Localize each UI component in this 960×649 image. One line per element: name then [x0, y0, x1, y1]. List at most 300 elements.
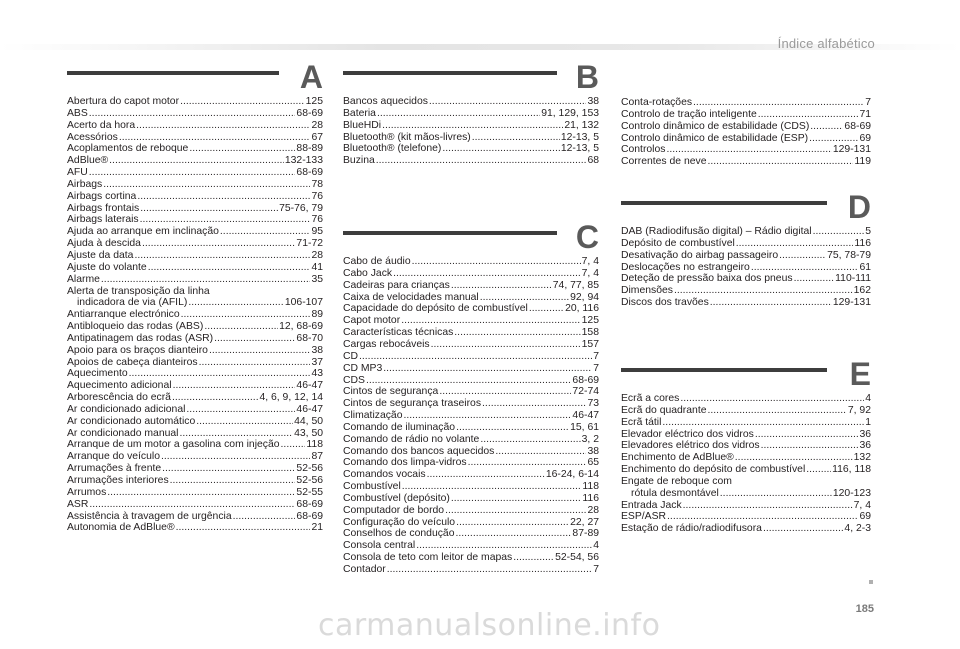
dot-leader [794, 273, 835, 285]
index-entry [621, 97, 871, 109]
index-entry [67, 428, 323, 440]
entry-term: Caixa de velocidades manual [343, 291, 479, 303]
entry-pages: 7, 92 [847, 404, 871, 416]
index-entry [343, 363, 599, 375]
dot-leader [442, 143, 560, 155]
dot-leader [480, 434, 580, 446]
entry-pages: 38 [311, 344, 323, 356]
index-entry [67, 487, 323, 499]
dot-leader [763, 523, 843, 535]
entry-term: Airbags cortina [67, 190, 137, 202]
dot-leader [708, 405, 847, 417]
entry-term: Acerto da hora [67, 119, 136, 131]
entry-pages: 116 [854, 237, 871, 249]
index-list [343, 96, 599, 167]
entry-term: BlueHDi [343, 119, 382, 131]
entry-term: Capacidade do depósito de combustível [343, 303, 528, 315]
entry-term: indicadora de via (AFIL) [77, 297, 188, 309]
dot-leader [758, 109, 859, 121]
entry-term: Desativação do airbag passageiro [621, 249, 779, 261]
entry-pages: 125 [305, 96, 323, 107]
index-entry [621, 393, 871, 405]
entry-pages: 35 [311, 273, 323, 285]
entry-term: Discos dos travões [621, 297, 709, 309]
dot-leader [456, 517, 569, 529]
dot-leader [220, 226, 311, 238]
entry-term: ASR [67, 498, 89, 510]
dot-leader [209, 345, 310, 357]
dot-leader [468, 457, 587, 469]
entry-pages: 38 [587, 96, 599, 107]
index-entry [343, 327, 599, 339]
index-entry [621, 440, 871, 452]
dot-leader [751, 262, 859, 274]
entry-pages: 5 [865, 226, 871, 238]
entry-term: Acessórios [67, 131, 118, 143]
column-1 [67, 60, 323, 534]
entry-term: Airbags [67, 178, 103, 190]
index-entry [67, 179, 323, 191]
dot-leader [173, 380, 296, 392]
index-entry [67, 451, 323, 463]
dot-leader [281, 439, 306, 451]
entry-term: Ar condicionado automático [67, 415, 196, 427]
entry-pages: 68-69 [296, 107, 323, 119]
entry-term: Alerta de transposição da linha [67, 285, 210, 297]
entry-term: Aquecimento [67, 368, 128, 380]
index-list [343, 256, 599, 576]
dot-leader [401, 315, 580, 327]
dot-leader [383, 363, 592, 375]
entry-term: Comando de iluminação [343, 421, 456, 433]
section-heading [621, 357, 871, 393]
dot-leader [204, 321, 278, 333]
section-c-continued [621, 97, 871, 168]
entry-term: Engate de reboque com [621, 475, 732, 487]
dot-leader [180, 96, 305, 108]
index-entry [621, 297, 871, 309]
entry-pages: 41 [311, 261, 323, 273]
section-rule [621, 201, 827, 205]
index-entry [67, 203, 323, 215]
entry-pages: 162 [853, 285, 871, 297]
column-2 [343, 60, 599, 576]
index-entry [343, 120, 599, 132]
entry-pages: 15, 61 [570, 421, 599, 433]
entry-pages: 65 [587, 457, 599, 469]
entry-pages: 69 [859, 511, 871, 523]
entry-pages: 7 [593, 350, 599, 362]
entry-pages: 12-13, 5 [560, 143, 599, 155]
entry-term: Bateria [343, 107, 376, 119]
entry-term: Alarme [67, 273, 100, 285]
index-entry [67, 274, 323, 286]
entry-pages: 132 [853, 452, 871, 464]
index-entry [343, 280, 599, 292]
index-entry [343, 493, 599, 505]
dot-leader [779, 250, 826, 262]
index-entry [67, 309, 323, 321]
entry-pages: 36 [859, 440, 871, 452]
dot-leader [376, 155, 587, 167]
index-entry [343, 517, 599, 529]
index-entry [621, 464, 871, 476]
entry-pages: 68-69 [572, 374, 599, 386]
dot-leader [806, 464, 831, 476]
section-e [621, 357, 871, 535]
index-list [67, 96, 323, 534]
entry-term: Correntes de neve [621, 156, 707, 168]
dot-leader [707, 156, 853, 168]
dot-leader [214, 333, 295, 345]
entry-pages: 44, 50 [294, 415, 323, 427]
entry-term: Climatização [343, 410, 403, 422]
entry-term: Ajuda ao arranque em inclinação [67, 226, 219, 238]
entry-pages: 68-69 [296, 167, 323, 179]
section-rule [621, 368, 827, 372]
entry-term: Ajuste do volante [67, 261, 147, 273]
entry-pages: 46-47 [296, 403, 323, 415]
index-entry [67, 132, 323, 144]
watermark-text: carmanualsonline.info [318, 608, 661, 643]
entry-pages: 7 [593, 362, 599, 374]
index-entry [67, 120, 323, 132]
section-heading [343, 60, 599, 96]
index-list [621, 226, 871, 309]
entry-term: Ecrã a cores [621, 392, 680, 404]
index-entry [67, 333, 323, 345]
dot-leader [181, 309, 311, 321]
entry-pages: 43, 50 [294, 427, 323, 439]
index-entry [343, 469, 599, 481]
index-entry [343, 292, 599, 304]
dot-leader [454, 327, 580, 339]
dot-leader [140, 203, 278, 215]
index-entry [621, 500, 871, 512]
dot-leader [813, 226, 865, 238]
dot-leader [170, 475, 296, 487]
dot-leader [129, 368, 311, 380]
entry-term: Elevador eléctrico dos vidros [621, 428, 754, 440]
entry-pages: 7, 4 [581, 256, 599, 268]
index-entry [67, 250, 323, 262]
entry-pages: 129-131 [832, 144, 871, 156]
dot-leader [137, 191, 310, 203]
index-entry [343, 457, 599, 469]
dot-leader [89, 108, 296, 120]
entry-term: AdBlue® [67, 155, 109, 167]
index-entry [621, 238, 871, 250]
entry-term: Comando dos bancos aquecidos [343, 445, 495, 457]
index-entry [67, 475, 323, 487]
entry-term: Cintos de segurança [343, 386, 439, 398]
entry-pages: 73 [587, 398, 599, 410]
index-entry [343, 303, 599, 315]
entry-pages: 46-47 [296, 380, 323, 392]
entry-term: Cadeiras para crianças [343, 279, 450, 291]
entry-term: Consola de teto com leitor de mapas [343, 552, 513, 564]
dot-leader [402, 481, 582, 493]
index-entry [67, 463, 323, 475]
section-d [621, 190, 871, 309]
entry-term: Acoplamentos de reboque [67, 143, 189, 155]
entry-pages: 52-56 [296, 475, 323, 486]
index-entry [67, 297, 323, 309]
section-rule [67, 71, 279, 75]
index-entry [343, 315, 599, 327]
entry-term: Controlo de tração inteligente [621, 108, 757, 120]
entry-pages: 75, 78-79 [827, 249, 871, 261]
index-entry [621, 226, 871, 238]
entry-term: Arborescência do ecrã [67, 392, 171, 404]
entry-term: Conselhos de condução [343, 528, 455, 540]
entry-pages: 132-133 [284, 155, 323, 167]
entry-term: Ar condicionado adicional [67, 403, 186, 415]
entry-term: Estação de rádio/radiodifusora [621, 523, 762, 535]
entry-term: Comandos vocais [343, 469, 426, 481]
dot-leader [472, 132, 560, 144]
dot-leader [456, 422, 569, 434]
dot-leader [427, 469, 545, 481]
index-entry [343, 528, 599, 540]
dot-leader [456, 528, 572, 540]
dot-leader [416, 540, 592, 552]
index-entry [343, 564, 599, 576]
dot-leader [109, 155, 284, 167]
entry-pages: 116 [582, 492, 599, 504]
index-entry [67, 286, 323, 298]
index-entry [621, 250, 871, 262]
index-entry [621, 511, 871, 523]
dot-leader [674, 285, 853, 297]
entry-pages: 88-89 [296, 143, 323, 155]
dot-leader [387, 564, 592, 576]
dot-leader [480, 292, 569, 304]
index-entry [67, 96, 323, 108]
entry-pages: 4 [865, 392, 871, 404]
dot-leader [136, 120, 310, 132]
entry-pages: 95 [311, 226, 323, 238]
index-entry [621, 429, 871, 441]
entry-term: Ajuda à descida [67, 238, 141, 250]
entry-pages: 46-47 [572, 410, 599, 422]
entry-pages: 157 [581, 338, 599, 350]
dot-leader [482, 398, 586, 410]
dot-leader [755, 429, 859, 441]
section-letter: A [299, 59, 323, 95]
index-entry [67, 143, 323, 155]
dot-leader [366, 375, 571, 387]
entry-term: Deslocações no estrangeiro [621, 261, 750, 273]
entry-term: Abertura do capot motor [67, 96, 180, 107]
entry-pages: 7 [865, 97, 871, 108]
entry-term: Comando de rádio no volante [343, 433, 480, 445]
entry-term: Controlos [621, 144, 666, 156]
entry-term: Cargas rebocáveis [343, 338, 430, 350]
entry-term: Ar condicionado manual [67, 427, 179, 439]
section-b [343, 60, 599, 167]
entry-term: Conta-rotações [621, 97, 693, 108]
dot-leader [186, 404, 295, 416]
index-entry [621, 405, 871, 417]
entry-pages: 7, 4 [853, 499, 871, 511]
dot-leader [382, 120, 563, 132]
dot-leader [439, 386, 571, 398]
entry-pages: 52-55 [296, 486, 323, 498]
dot-leader [199, 357, 311, 369]
index-entry [621, 133, 871, 145]
index-entry [621, 262, 871, 274]
entry-pages: 43 [311, 368, 323, 380]
section-letter: E [849, 355, 871, 392]
entry-pages: 36 [859, 428, 871, 440]
entry-pages: 125 [581, 315, 599, 327]
entry-pages: 69 [859, 132, 871, 144]
entry-term: Ecrã tátil [621, 416, 662, 428]
entry-pages: 28 [311, 119, 323, 131]
section-letter: B [575, 59, 599, 95]
dot-leader [359, 351, 592, 363]
dot-leader [233, 511, 296, 523]
index-entry [67, 321, 323, 333]
entry-pages: 87 [311, 451, 323, 463]
entry-term: Cabo Jack [343, 267, 393, 279]
index-entry [343, 505, 599, 517]
index-entry [343, 552, 599, 564]
index-entry [621, 488, 871, 500]
entry-pages: 87-89 [572, 528, 599, 540]
entry-pages: 28 [311, 249, 323, 261]
index-entry [67, 214, 323, 226]
index-entry [343, 410, 599, 422]
entry-term: Controlo dinâmico de estabilidade (CDS) [621, 120, 810, 132]
entry-pages: 68-69 [844, 120, 871, 132]
entry-term: Buzina [343, 155, 375, 167]
entry-term: Antipatinagem das rodas (ASR) [67, 332, 214, 344]
entry-term: Depósito de combustível [621, 237, 735, 249]
entry-term: Elevadores elétrico dos vidros [621, 440, 760, 452]
dot-leader [693, 97, 864, 109]
dot-leader [101, 274, 311, 286]
entry-term: Arrumações à frente [67, 463, 162, 475]
entry-term: Arrumos [67, 486, 107, 498]
index-entry [343, 155, 599, 167]
dot-leader [188, 297, 284, 309]
index-entry [621, 156, 871, 168]
entry-term: Airbags frontais [67, 202, 140, 214]
dot-leader [429, 96, 587, 108]
dot-leader [107, 487, 295, 499]
index-entry [621, 417, 871, 429]
index-entry [67, 167, 323, 179]
index-list [621, 97, 871, 168]
dot-leader [445, 505, 586, 517]
index-entry [343, 398, 599, 410]
index-entry [343, 446, 599, 458]
dot-leader [666, 144, 831, 156]
entry-pages: 7 [593, 564, 599, 575]
index-entry [67, 226, 323, 238]
index-entry [621, 285, 871, 297]
entry-term: Arranque de um motor a gasolina com injeção [67, 439, 280, 451]
entry-term: Comando dos limpa-vidros [343, 457, 467, 469]
index-entry [343, 143, 599, 155]
dot-leader [412, 256, 581, 268]
dot-leader [103, 179, 310, 191]
section-rule [343, 71, 557, 75]
entry-pages: 158 [581, 327, 599, 339]
index-entry [621, 476, 871, 488]
entry-term: Airbags laterais [67, 214, 139, 226]
dot-leader [720, 488, 832, 500]
entry-term: Autonomia de AdBlue® [67, 522, 175, 534]
entry-pages: 68-69 [296, 510, 323, 522]
entry-term: Características técnicas [343, 327, 454, 339]
index-entry [67, 368, 323, 380]
dot-leader [161, 451, 310, 463]
entry-pages: 68 [587, 155, 599, 167]
entry-pages: 74, 77, 85 [552, 279, 599, 291]
entry-term: Combustível (depósito) [343, 492, 450, 504]
section-heading [621, 190, 871, 226]
index-entry [67, 380, 323, 392]
entry-term: Antibloqueio das rodas (ABS) [67, 321, 204, 333]
index-entry [67, 108, 323, 120]
section-letter: D [847, 189, 871, 226]
entry-pages: 68-69 [296, 498, 323, 510]
entry-term: DAB (Radiodifusão digital) – Rádio digital [621, 226, 812, 238]
dot-leader [809, 133, 858, 145]
index-entry [621, 273, 871, 285]
entry-pages: 38 [587, 445, 599, 457]
index-entry [67, 155, 323, 167]
index-entry [67, 522, 323, 534]
section-c [343, 220, 599, 576]
index-entry [343, 256, 599, 268]
dot-leader [148, 262, 311, 274]
index-entry [343, 481, 599, 493]
index-entry [67, 345, 323, 357]
index-entry [343, 422, 599, 434]
dot-leader [196, 416, 293, 428]
entry-pages: 4, 6, 9, 12, 14 [259, 392, 323, 404]
entry-term: Apoio para os braços dianteiro [67, 344, 208, 356]
dot-leader [140, 214, 311, 226]
entry-pages: 119 [854, 156, 871, 168]
dot-leader [683, 500, 853, 512]
entry-term: Antiarranque electrónico [67, 309, 180, 321]
entry-pages: 120-123 [832, 487, 871, 499]
index-entry [67, 238, 323, 250]
entry-pages: 106-107 [284, 297, 323, 309]
entry-pages: 1 [865, 416, 871, 428]
entry-term: Enchimento de AdBlue® [621, 452, 734, 464]
dot-leader [172, 392, 258, 404]
dot-leader [134, 250, 310, 262]
dot-leader [513, 552, 554, 564]
entry-term: CD [343, 350, 359, 362]
entry-term: Cintos de segurança traseiros [343, 398, 482, 410]
entry-pages: 118 [306, 439, 323, 451]
entry-pages: 71-72 [296, 238, 323, 250]
index-entry [343, 132, 599, 144]
entry-term: Entrada Jack [621, 499, 682, 511]
entry-pages: 76 [311, 190, 323, 202]
section-heading [343, 220, 599, 256]
section-letter: C [575, 219, 599, 256]
dot-leader [403, 410, 571, 422]
dot-leader [431, 339, 581, 351]
